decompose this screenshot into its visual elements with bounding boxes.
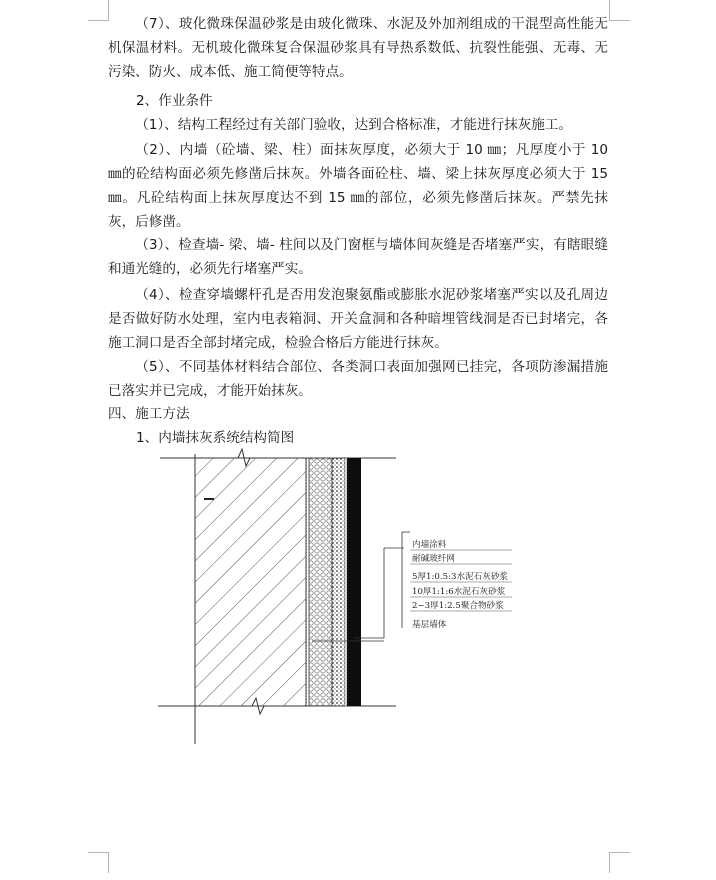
page-corner-mark-bottom-left bbox=[88, 852, 109, 873]
label-alkali-resistant-mesh: 耐碱玻纤网 bbox=[412, 554, 455, 564]
paragraph-glazed-bead-mortar: （7）、玻化微珠保温砂浆是由玻化微珠、水泥及外加剂组成的干混型高性能无机保温材料。无机玻化微珠复合保温砂浆具有导热系数低、抗裂性能强、无毒、无污染、防火、成本低、施工简便等特点。 bbox=[108, 16, 608, 80]
paragraph-condition-1: （1）、结构工程经过有关部门验收，达到合格标准，才能进行抹灰施工。 bbox=[135, 117, 573, 133]
heading-work-conditions: 2、作业条件 bbox=[136, 93, 213, 109]
wall-plaster-structure-diagram bbox=[140, 446, 600, 746]
page-corner-mark-top-left bbox=[88, 0, 109, 21]
interior-coating-layer bbox=[347, 458, 361, 706]
label-interior-coating: 内墙涂料 bbox=[412, 540, 447, 550]
label-polymer-mortar: 2~3厚1:2.5聚合物砂浆 bbox=[412, 601, 504, 611]
page-corner-mark-bottom-right bbox=[609, 852, 630, 873]
wall-mark bbox=[204, 498, 214, 500]
section-heading-construction-method: 四、施工方法 bbox=[108, 406, 190, 422]
label-10mm-lime-cement-mortar: 10厚1:1:6水泥石灰砂浆 bbox=[412, 587, 506, 597]
base-wall-layer bbox=[195, 458, 306, 706]
page-corner-mark-top-right bbox=[609, 0, 630, 21]
paragraph-condition-5: （5）、不同基体材料结合部位、各类洞口表面加强网已挂完，各项防渗漏措施已落实并已完成，才能开始抹灰。 bbox=[108, 359, 608, 399]
lime-cement-mortar-10mm-layer bbox=[309, 458, 332, 706]
paragraph-condition-4: （4）、检查穿墙螺杆孔是否用发泡聚氨酯或膨胀水泥砂浆堵塞严实以及孔周边是否做好防水处理，室内电表箱洞、开关盒洞和各种暗埋管线洞是否已封堵完，各施工洞口是否全部封堵完成，检验合格后方能进行抹灰。 bbox=[108, 287, 608, 351]
lime-cement-mortar-5mm-layer bbox=[332, 458, 345, 706]
alkali-resistant-mesh-layer bbox=[345, 458, 347, 706]
paragraph-condition-2: （2）、内墙（砼墙、梁、柱）面抹灰厚度，必须大于 10 ㎜；凡厚度小于 10 ㎜的砼结构面必须先修凿后抹灰。外墙各面砼柱、墙、梁上抹灰厚度必须大于 15 ㎜。凡砼结构面上抹灰厚度达不到 15 ㎜的部位，必须先修凿后抹灰。严禁先抹灰，后修凿。 bbox=[108, 142, 608, 230]
subheading-wall-plaster-diagram: 1、内墙抹灰系统结构简图 bbox=[136, 430, 295, 446]
label-5mm-lime-cement-mortar: 5厚1:0.5:3水泥石灰砂浆 bbox=[412, 572, 509, 582]
paragraph-condition-3: （3）、检查墙- 梁、墙- 柱间以及门窗框与墙体间灰缝是否堵塞严实，有瞎眼缝和通光缝的，必须先行堵塞严实。 bbox=[108, 237, 608, 277]
label-base-wall: 基层墙体 bbox=[412, 620, 447, 630]
polymer-mortar-layer bbox=[306, 458, 309, 706]
